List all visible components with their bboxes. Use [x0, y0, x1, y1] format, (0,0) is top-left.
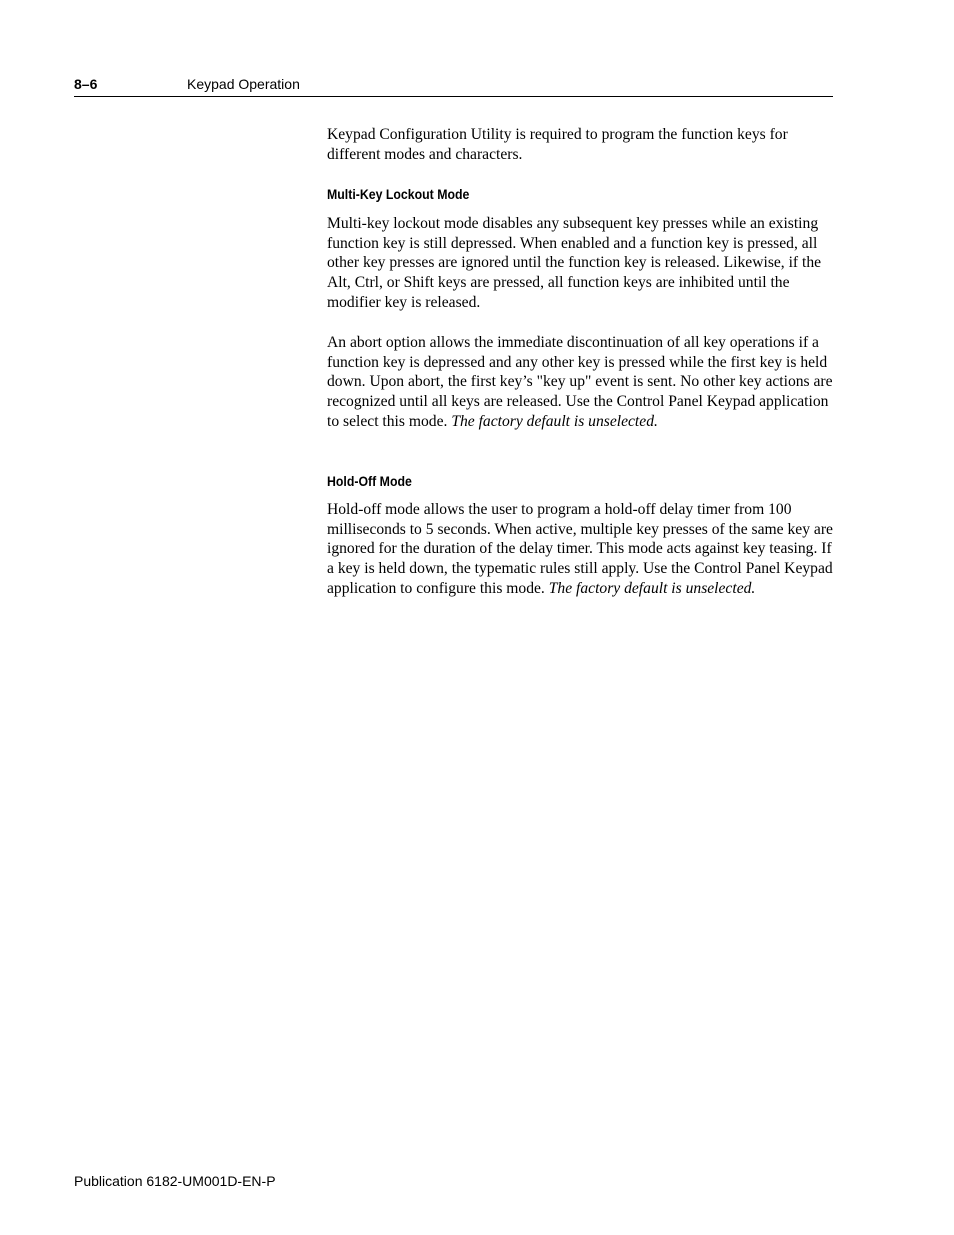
multi-key-text-1: Multi-key lockout mode disables any subsequent key presses while an existing function key is still depressed. When enabled and a function key is pressed, all other key presses are ignored until the function key is released. Likewise, if the Alt, Ctrl, or Shift keys are pressed, all function keys are inhibited until the modifier key is released. — [327, 215, 822, 311]
hold-off-paragraph — [327, 500, 833, 599]
intro-text: Keypad Configuration Utility is required to program the function keys for different modes and characters. — [327, 126, 788, 163]
page-header — [74, 76, 833, 97]
multi-key-text-2: An abort option allows the immediate discontinuation of all key operations if a function key is depressed and any other key is pressed while the first key is held down. Upon abort, the first key’s "key up" event is sent. No other key actions are recognized until all keys are released. Use the Control Panel Keypad application to select this mode. — [327, 334, 833, 430]
multi-key-paragraph-1 — [327, 214, 833, 313]
publication-footer: Publication 6182-UM001D-EN-P — [74, 1173, 276, 1189]
multi-key-factory-default: The factory default is unselected. — [451, 412, 658, 430]
page-number: 8–6 — [74, 76, 98, 92]
chapter-title: Keypad Operation — [187, 76, 300, 92]
multi-key-paragraph-2 — [327, 333, 833, 432]
multi-key-paragraph-2-body — [327, 333, 833, 432]
multi-key-lockout-heading: Multi-Key Lockout Mode — [327, 186, 470, 202]
intro-paragraph — [327, 125, 833, 164]
hold-off-heading: Hold-Off Mode — [327, 473, 412, 489]
hold-off-paragraph-body — [327, 500, 833, 599]
hold-off-text: Hold-off mode allows the user to program a hold-off delay timer from 100 milliseconds to 5 seconds. When active, multiple key presses of the same key are ignored for the duration of the delay timer. This mode acts against key teasing. If a key is held down, the typematic rules still apply. Use the Control Panel Keypad application to configure this mode. — [327, 501, 833, 597]
hold-off-factory-default: The factory default is unselected. — [548, 579, 756, 597]
